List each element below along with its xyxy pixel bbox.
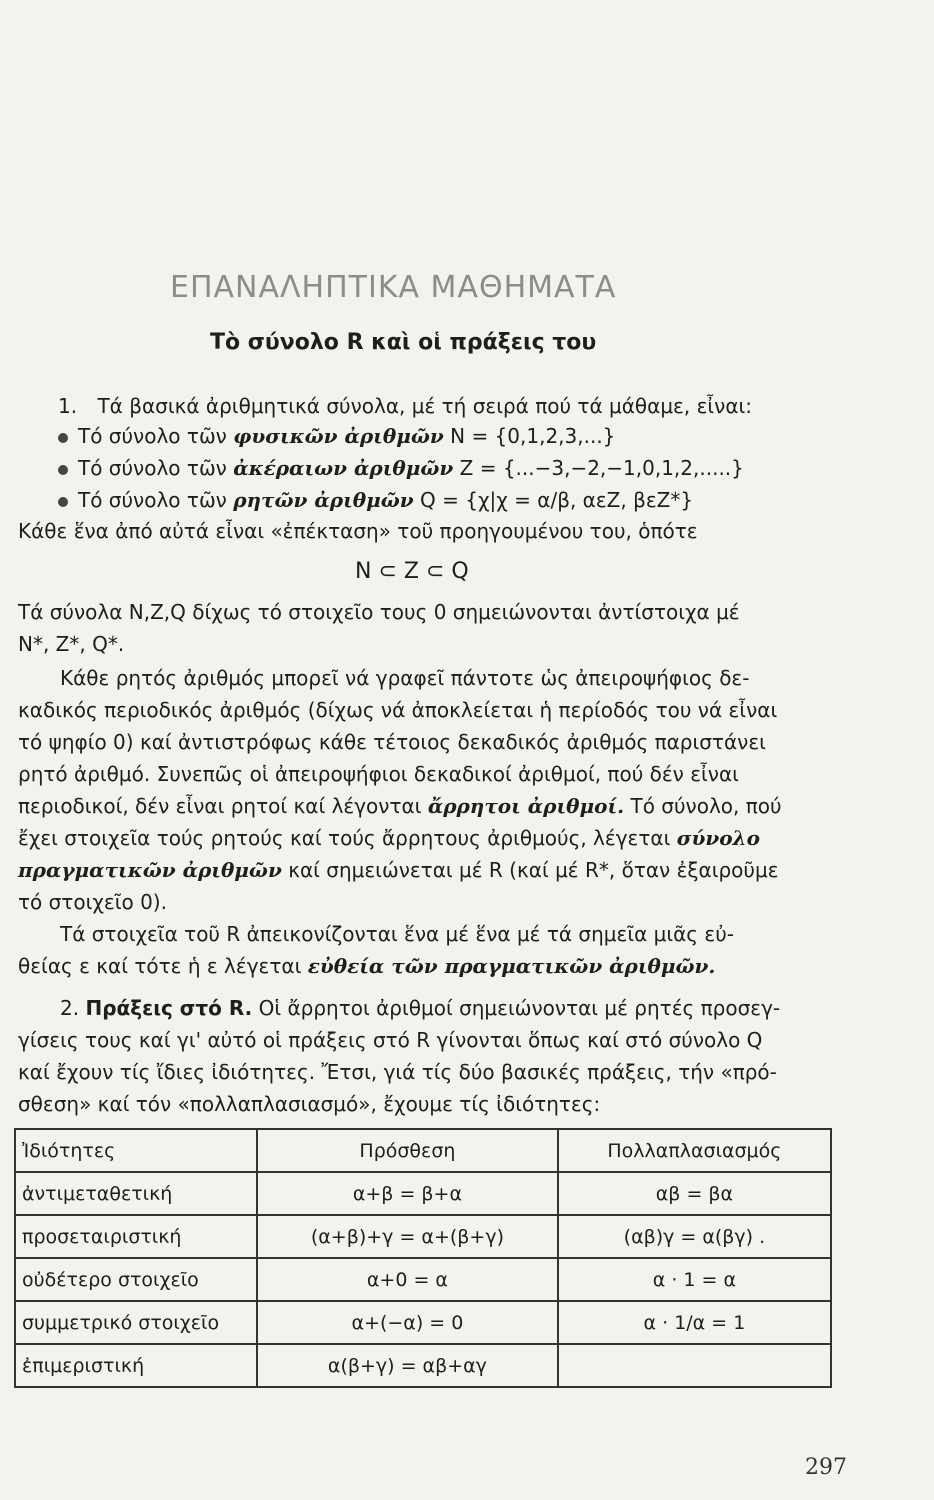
table-row — [15, 1172, 831, 1215]
zero-note-line-2: N*, Z*, Q*. — [18, 632, 125, 656]
table-cell: α+0 = α — [257, 1258, 558, 1301]
table-row — [15, 1258, 831, 1301]
table-cell: (α+β)+γ = α+(β+γ) — [257, 1215, 558, 1258]
table-cell: α+(−α) = 0 — [257, 1301, 558, 1344]
section-2-line-1: 2. Πράξεις στό R. Οἱ ἄρρητοι ἀριθμοί σημειώνονται μέ ρητές προσεγ- — [60, 996, 781, 1020]
real-end-line: τό στοιχεῖο 0). — [18, 890, 167, 914]
section-1-intro: 1. Τά βασικά ἀριθμητικά σύνολα, μέ τή σειρά πού τά μάθαμε, εἶναι: — [58, 394, 753, 418]
table-header-row — [15, 1129, 831, 1172]
bullet-icon — [58, 497, 68, 507]
table-cell: αβ = βα — [558, 1172, 831, 1215]
paragraph-line-3: τό ψηφίο 0) καί ἀντιστρόφως κάθε τέτοιος δεκαδικός ἀριθμός παριστάνει — [18, 730, 766, 754]
inclusion-formula: N ⊂ Z ⊂ Q — [355, 559, 469, 584]
paragraph-line-2: καδικός περιοδικός ἀριθμός (δίχως νά ἀποκλείεται ἡ περίοδός του νά εἶναι — [18, 698, 778, 722]
properties-table — [14, 1128, 832, 1388]
section-2-line-3: καί ἔχουν τίς ἴδιες ἰδιότητες. Ἔτσι, γιά τίς δύο βασικές πράξεις, τήν «πρό- — [18, 1060, 777, 1084]
zero-note-line-1: Τά σύνολα N,Z,Q δίχως τό στοιχεῖο τους 0 σημειώνονται ἀντίστοιχα μέ — [18, 600, 740, 624]
table-header-cell: Πολλαπλασιασμός — [558, 1129, 831, 1172]
section-2-line-4: σθεση» καί τόν «πολλαπλασιασμό», ἔχουμε τίς ἰδιότητες: — [18, 1092, 601, 1116]
table-cell: α · 1 = α — [558, 1258, 831, 1301]
section-1-number: 1. — [58, 394, 78, 418]
section-2-heading: Πράξεις στό R. — [85, 996, 253, 1020]
table-header-cell: Ἰδιότητες — [15, 1129, 257, 1172]
table-cell: οὐδέτερο στοιχεῖο — [15, 1258, 257, 1301]
table-row — [15, 1301, 831, 1344]
number-line-definition: θείας ε καί τότε ἡ ε λέγεται εὐθεία τῶν πραγματικῶν ἀριθμῶν. — [18, 954, 716, 978]
bullet-icon — [58, 433, 68, 443]
set-n-line: Τό σύνολο τῶν φυσικῶν ἀριθμῶν N = {0,1,2,3,...} — [58, 424, 615, 448]
table-cell: προσεταιριστική — [15, 1215, 257, 1258]
set-z-line: Τό σύνολο τῶν ἀκέραιων ἀριθμῶν Z = {...−3,−2,−1,0,1,2,.....} — [58, 456, 744, 480]
number-line-intro: Τά στοιχεῖα τοῦ R ἀπεικονίζονται ἕνα μέ ἕνα μέ τά σημεῖα μιᾶς εὐ- — [60, 922, 734, 946]
bleed-through-text — [120, 95, 840, 245]
page-title: ΕΠΑΝΑΛΗΠΤΙΚΑ ΜΑΘΗΜΑΤΑ — [170, 270, 617, 305]
table-row — [15, 1344, 831, 1387]
paragraph-line-4: ρητό ἀριθμό. Συνεπῶς οἱ ἀπειροψήφιοι δεκαδικοί ἀριθμοί, πού δέν εἶναι — [18, 762, 739, 786]
section-2-line-2: γίσεις τους καί γι' αὐτό οἱ πράξεις στό R γίνονται ὅπως καί στό σύνολο Q — [18, 1028, 763, 1052]
extension-line: Κάθε ἕνα ἀπό αὐτά εἶναι «ἐπέκταση» τοῦ προηγουμένου του, ὁπότε — [18, 519, 698, 543]
set-q-line: Τό σύνολο τῶν ρητῶν ἀριθμῶν Q = {χ|χ = α/β, αεZ, βεZ*} — [58, 488, 693, 512]
table-cell — [558, 1344, 831, 1387]
page-number: 297 — [805, 1455, 847, 1480]
table-cell: (αβ)γ = α(βγ) . — [558, 1215, 831, 1258]
table-cell: α(β+γ) = αβ+αγ — [257, 1344, 558, 1387]
table-cell: ἐπιμεριστική — [15, 1344, 257, 1387]
irrational-line: περιοδικοί, δέν εἶναι ρητοί καί λέγονται ἄρρητοι ἀριθμοί. Τό σύνολο, πού — [18, 794, 782, 818]
table-cell: συμμετρικό στοιχεῖο — [15, 1301, 257, 1344]
table-cell: ἀντιμεταθετική — [15, 1172, 257, 1215]
real-numbers-line: πραγματικῶν ἀριθμῶν καί σημειώνεται μέ R (καί μέ R*, ὅταν ἐξαιροῦμε — [18, 858, 779, 882]
bullet-icon — [58, 465, 68, 475]
table-cell: α · 1/α = 1 — [558, 1301, 831, 1344]
elements-line: ἔχει στοιχεῖα τούς ρητούς καί τούς ἄρρητους ἀριθμούς, λέγεται σύνολο — [18, 826, 760, 850]
table-cell: α+β = β+α — [257, 1172, 558, 1215]
section-subtitle: Τὸ σύνολο R καὶ οἱ πράξεις του — [210, 330, 597, 355]
section-2-number: 2. — [60, 996, 80, 1020]
table-header-cell: Πρόσθεση — [257, 1129, 558, 1172]
paragraph-line-1: Κάθε ρητός ἀριθμός μπορεῖ νά γραφεῖ πάντοτε ὡς ἀπειροψήφιος δε- — [60, 666, 750, 690]
table-row — [15, 1215, 831, 1258]
